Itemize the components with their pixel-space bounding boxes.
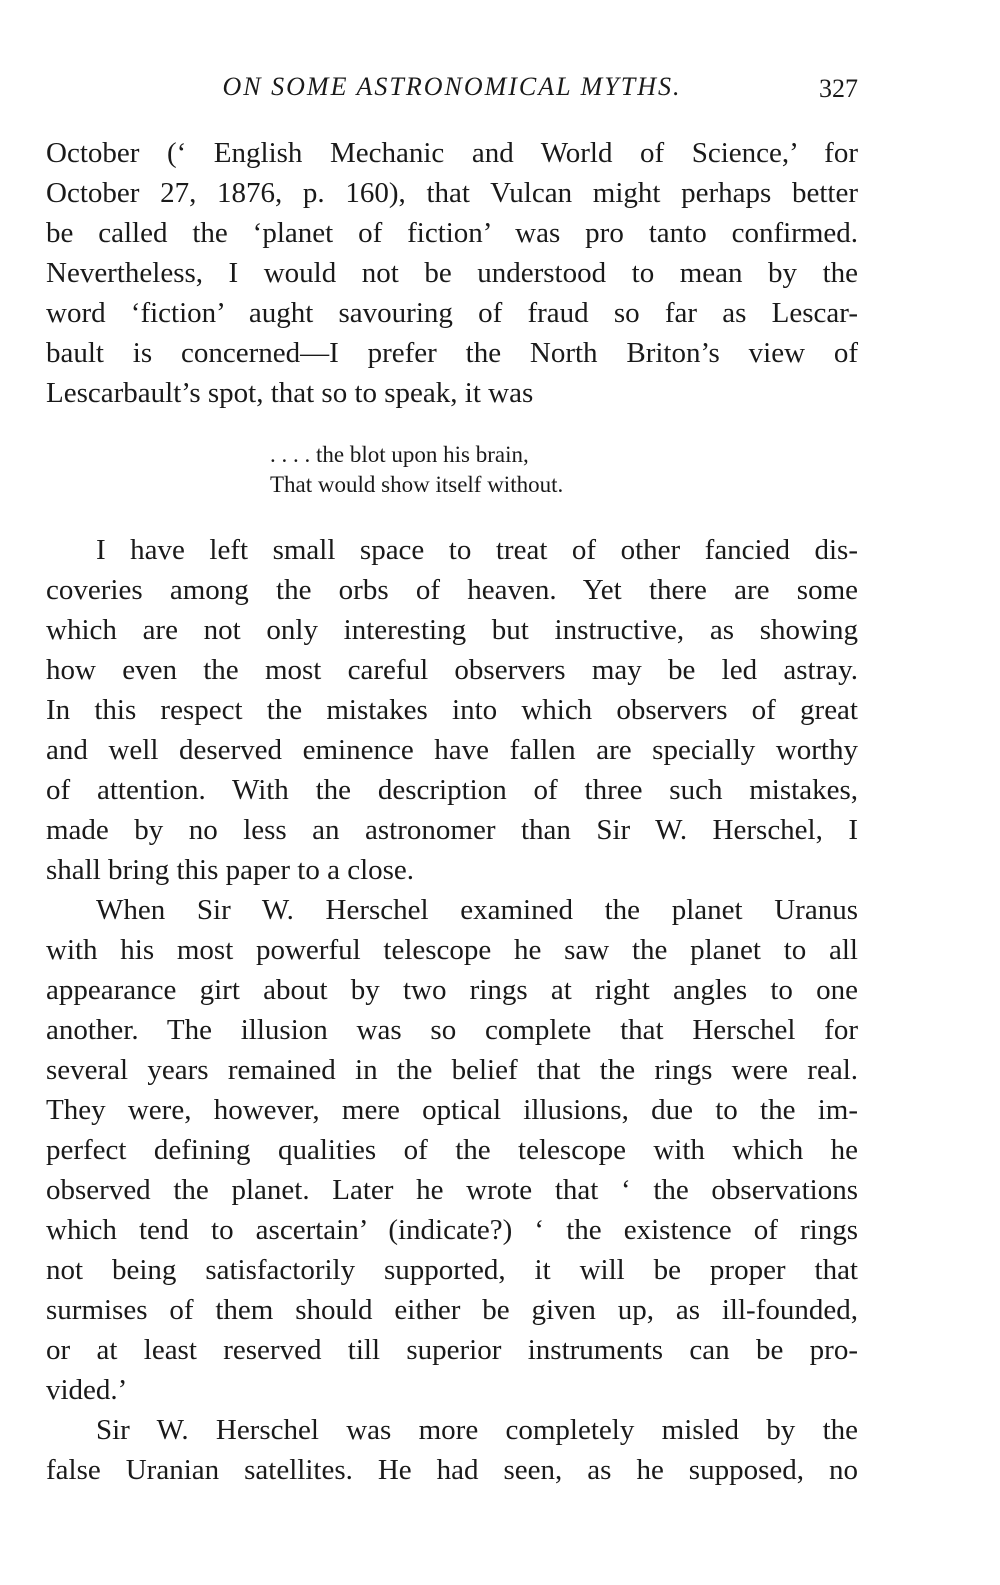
text-line: not being satisfactorily supported, it will be proper that <box>46 1254 858 1286</box>
text-line: observed the planet. Later he wrote that ‘ the observations <box>46 1174 858 1206</box>
text-line: Lescarbault’s spot, that so to speak, it was <box>46 377 534 409</box>
text-line: I have left small space to treat of other fancied dis- <box>96 534 858 566</box>
text-line: which are not only interesting but instructive, as showing <box>46 614 858 646</box>
paragraph-3 <box>46 890 858 1410</box>
page-number: 327 <box>819 74 858 103</box>
running-head <box>46 72 858 108</box>
text-line: When Sir W. Herschel examined the planet Uranus <box>96 894 858 926</box>
running-title: ON SOME ASTRONOMICAL MYTHS. <box>222 72 682 101</box>
text-line: and well deserved eminence have fallen are specially worthy <box>46 734 858 766</box>
text-line: shall bring this paper to a close. <box>46 854 415 886</box>
text-line: another. The illusion was so complete that Herschel for <box>46 1014 858 1046</box>
verse-line: . . . . the blot upon his brain, <box>270 442 529 467</box>
text-line: In this respect the mistakes into which observers of great <box>46 694 858 726</box>
text-line: coveries among the orbs of heaven. Yet there are some <box>46 574 858 606</box>
text-line: perfect defining qualities of the telescope with which he <box>46 1134 858 1166</box>
verse-quotation <box>270 440 690 500</box>
text-line: appearance girt about by two rings at right angles to one <box>46 974 858 1006</box>
text-line: vided.’ <box>46 1374 128 1406</box>
text-line: with his most powerful telescope he saw the planet to all <box>46 934 858 966</box>
paragraph-4 <box>46 1410 858 1490</box>
verse-line: That would show itself without. <box>270 472 564 497</box>
text-line: October (‘ English Mechanic and World of Science,’ for <box>46 137 858 169</box>
text-line: or at least reserved till superior instruments can be pro- <box>46 1334 858 1366</box>
text-line: bault is concerned—I prefer the North Briton’s view of <box>46 337 858 369</box>
text-line: which tend to ascertain’ (indicate?) ‘ the existence of rings <box>46 1214 858 1246</box>
text-line: of attention. With the description of three such mistakes, <box>46 774 858 806</box>
text-line: Sir W. Herschel was more completely misled by the <box>96 1414 858 1446</box>
text-line: word ‘fiction’ aught savouring of fraud so far as Lescar- <box>46 297 858 329</box>
text-line: false Uranian satellites. He had seen, as he supposed, no <box>46 1454 858 1486</box>
text-line: October 27, 1876, p. 160), that Vulcan might perhaps better <box>46 177 858 209</box>
body-text <box>46 530 858 1490</box>
text-line: surmises of them should either be given up, as ill-founded, <box>46 1294 858 1326</box>
paragraph-2 <box>46 530 858 890</box>
text-line: They were, however, mere optical illusions, due to the im- <box>46 1094 858 1126</box>
text-line: several years remained in the belief that the rings were real. <box>46 1054 858 1086</box>
text-line: Nevertheless, I would not be understood to mean by the <box>46 257 858 289</box>
text-line: made by no less an astronomer than Sir W. Herschel, I <box>46 814 858 846</box>
text-line: be called the ‘planet of fiction’ was pro tanto confirmed. <box>46 217 858 249</box>
text-line: how even the most careful observers may be led astray. <box>46 654 858 686</box>
paragraph-1 <box>46 133 858 413</box>
